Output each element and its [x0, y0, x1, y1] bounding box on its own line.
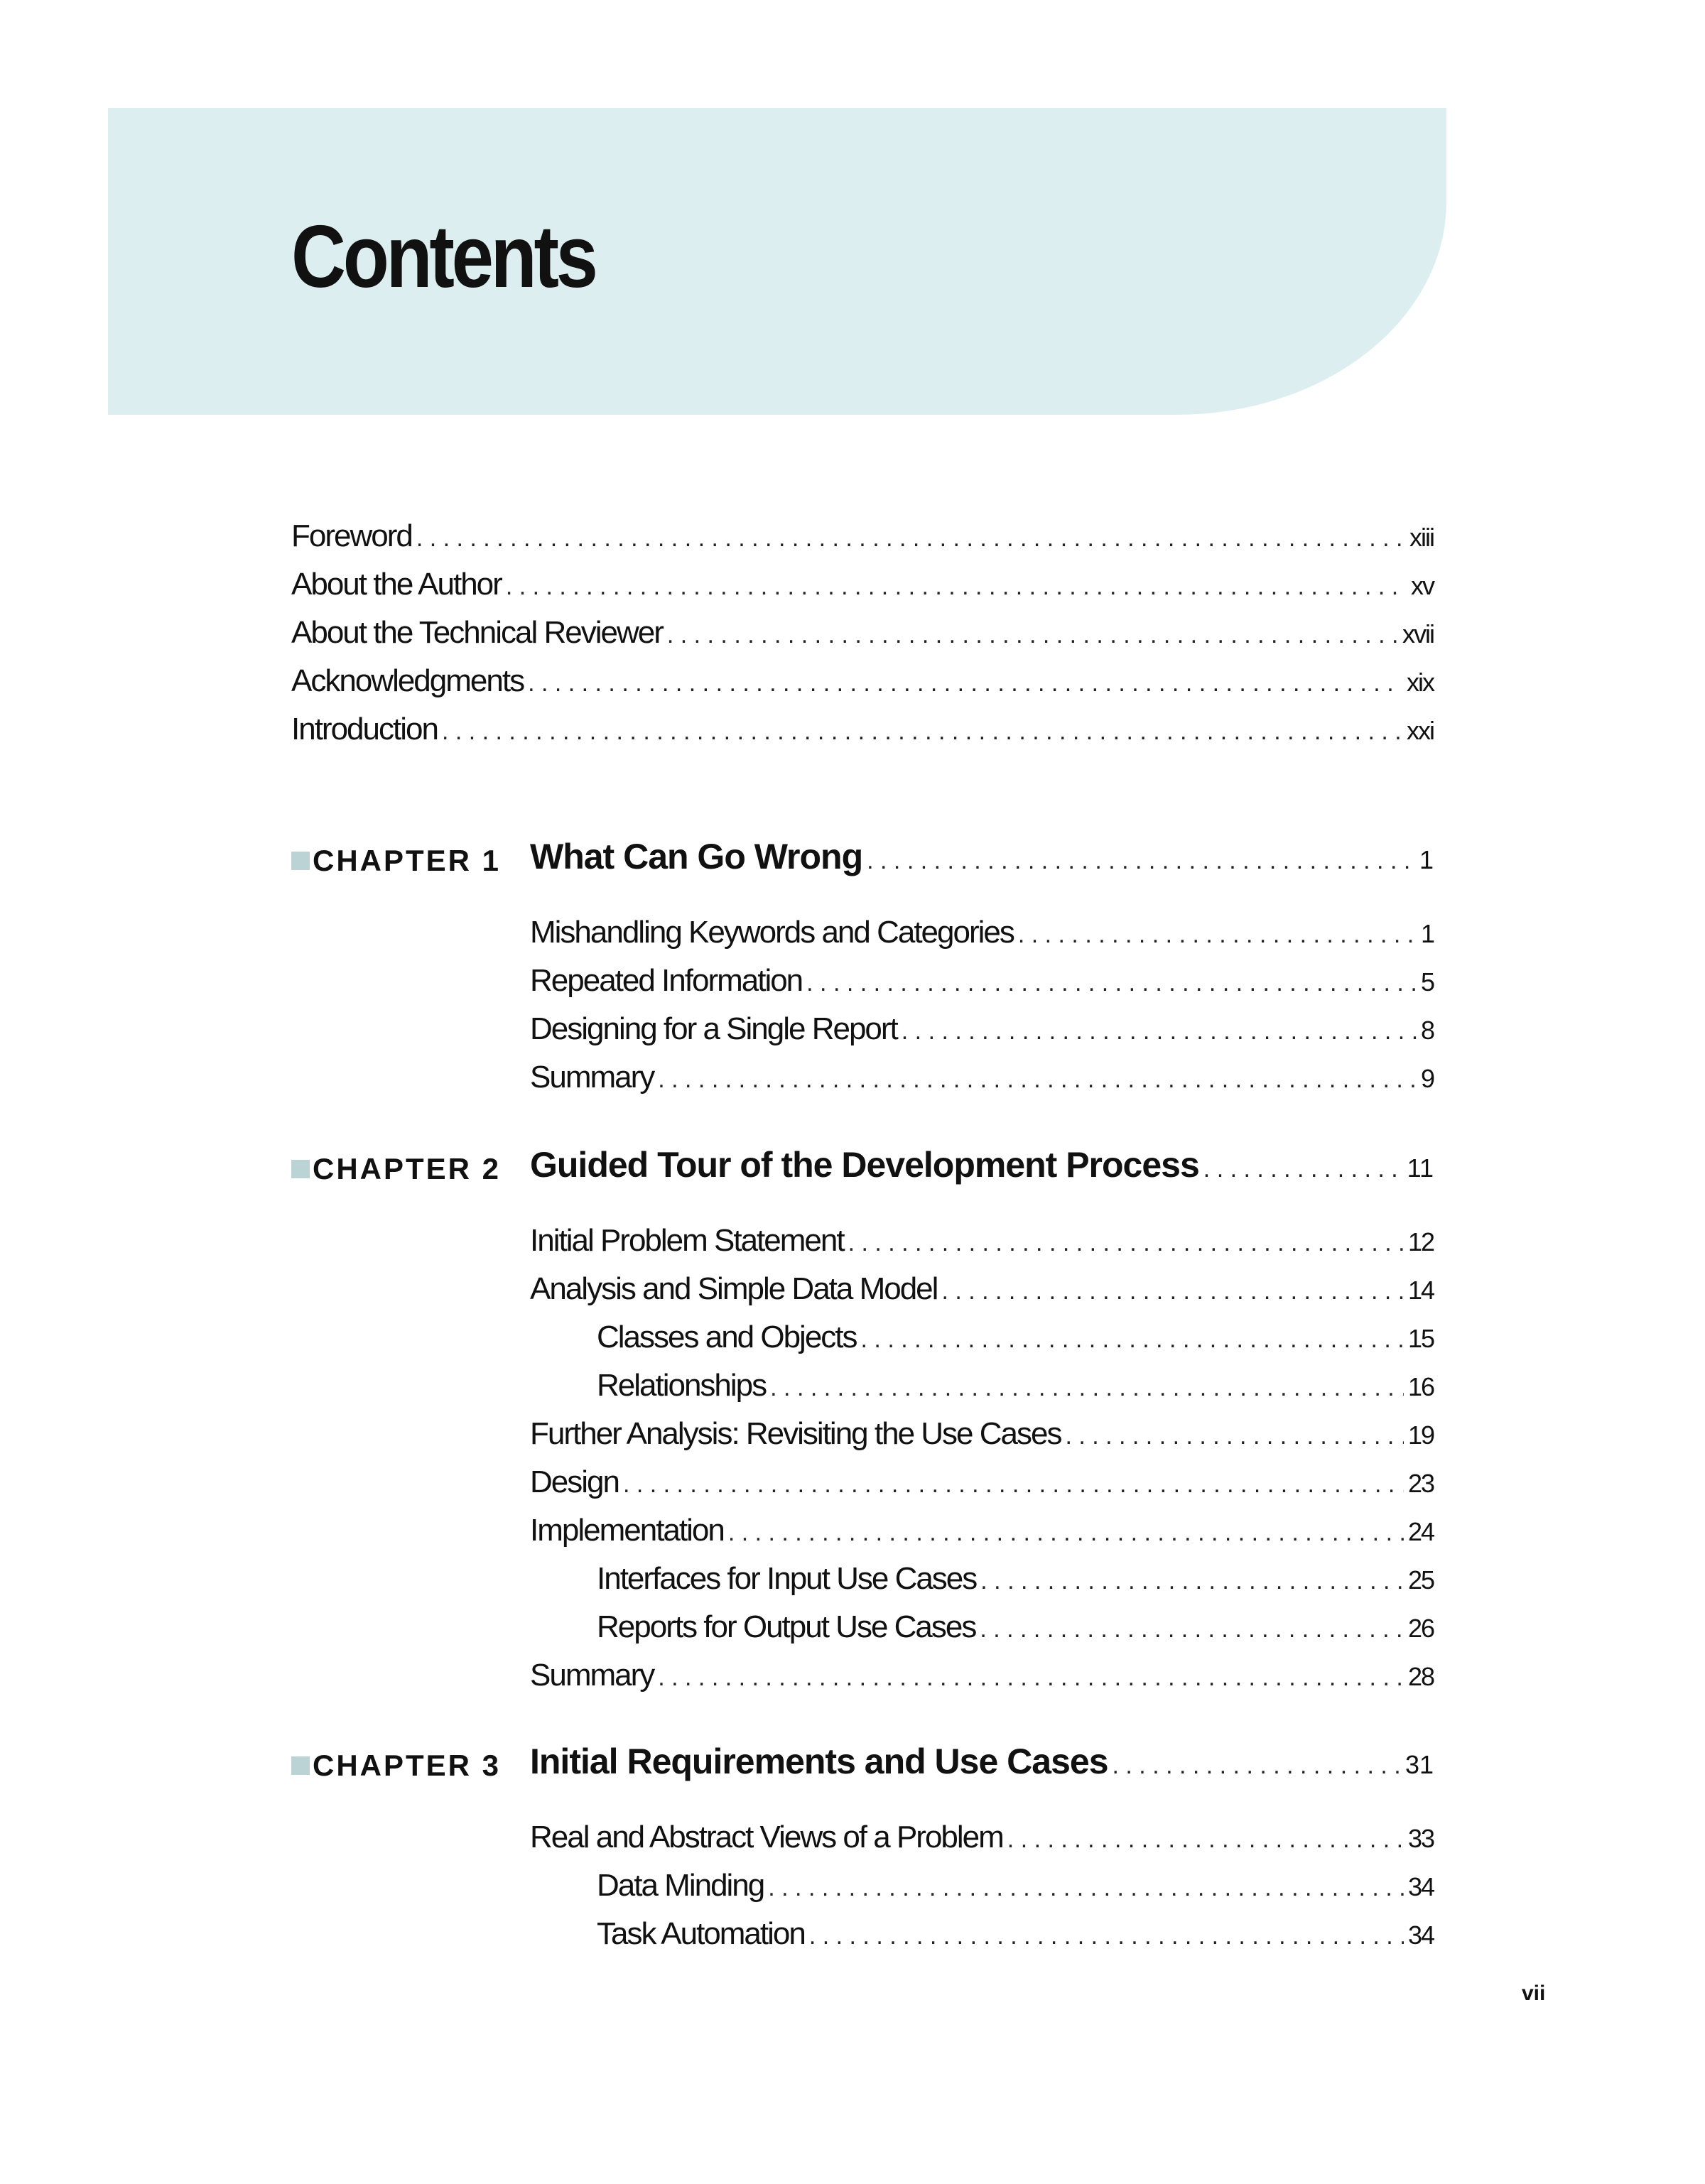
toc-entry-page: 1 [1419, 845, 1434, 874]
toc-entry[interactable] [530, 1011, 1434, 1048]
toc-entry-label: Foreword [291, 518, 412, 553]
toc-entry-label: Analysis and Simple Data Model [530, 1271, 938, 1306]
toc-entry-technical-reviewer[interactable] [291, 615, 1434, 651]
leader-dots [861, 1326, 1404, 1354]
toc-entry[interactable] [530, 1271, 1434, 1308]
toc-entry-page: 12 [1407, 1227, 1434, 1256]
leader-dots [658, 1664, 1404, 1692]
leader-dots [770, 1374, 1404, 1402]
toc-entry-page: 14 [1407, 1276, 1434, 1305]
toc-entry-label: Implementation [530, 1513, 724, 1548]
leader-dots [1007, 1826, 1404, 1854]
leader-dots [667, 621, 1398, 649]
toc-entry-page: 26 [1407, 1614, 1434, 1643]
leader-dots [902, 1018, 1417, 1045]
toc-subentry[interactable] [597, 1868, 1434, 1904]
leader-dots [980, 1568, 1404, 1595]
leader-dots [416, 525, 1405, 553]
chapter-number: CHAPTER 1 [313, 844, 502, 877]
toc-entry-page: 23 [1407, 1469, 1434, 1498]
leader-dots [1203, 1156, 1403, 1183]
toc-subentry[interactable] [597, 1916, 1434, 1952]
toc-subentry[interactable] [597, 1561, 1434, 1597]
toc-entry-label: Repeated Information [530, 963, 803, 998]
leader-dots [867, 847, 1415, 875]
toc-entry-page: 11 [1407, 1153, 1434, 1183]
leader-dots [809, 1923, 1404, 1950]
toc-entry-label: Reports for Output Use Cases [597, 1609, 976, 1644]
toc-entry-label: Initial Problem Statement [530, 1223, 844, 1258]
leader-dots [506, 573, 1407, 601]
toc-entry-label: Data Minding [597, 1868, 764, 1903]
toc-entry-label: Interfaces for Input Use Cases [597, 1561, 977, 1596]
toc-entry-page: 33 [1407, 1824, 1434, 1853]
toc-entry[interactable] [530, 963, 1434, 999]
toc-entry-label: Summary [530, 1060, 654, 1094]
toc-entry-label: Relationships [597, 1368, 767, 1403]
toc-entry[interactable] [530, 1060, 1434, 1096]
toc-entry-label: Real and Abstract Views of a Problem [530, 1820, 1003, 1854]
leader-dots [768, 1874, 1404, 1902]
toc-entry-about-author[interactable] [291, 567, 1434, 603]
toc-entry-page: 8 [1420, 1016, 1434, 1045]
toc-entry-page: xiii [1409, 523, 1434, 552]
leader-dots [658, 1066, 1417, 1094]
toc-entry-page: 24 [1407, 1517, 1434, 1546]
toc-chapter-1[interactable] [530, 837, 1434, 878]
toc-entry[interactable] [530, 1513, 1434, 1549]
toc-entry-page: xv [1411, 571, 1434, 600]
toc-entry-foreword[interactable] [291, 518, 1434, 555]
toc-entry-page: 16 [1407, 1372, 1434, 1401]
toc-entry-label: Design [530, 1465, 619, 1499]
toc-subentry[interactable] [597, 1368, 1434, 1404]
chapter-marker-icon [291, 852, 310, 870]
toc-entry-label: Summary [530, 1658, 654, 1693]
toc-entry[interactable] [530, 1465, 1434, 1501]
toc-entry-page: 1 [1420, 919, 1434, 948]
toc-entry-label: Task Automation [597, 1916, 805, 1951]
toc-entry-page: 34 [1407, 1920, 1434, 1950]
leader-dots [528, 670, 1402, 697]
toc-entry-page: 31 [1404, 1750, 1434, 1779]
chapter-number: CHAPTER 2 [313, 1152, 502, 1185]
toc-entry-introduction[interactable] [291, 712, 1434, 748]
toc-entry-acknowledgments[interactable] [291, 663, 1434, 700]
toc-entry-page: xix [1407, 668, 1434, 697]
toc-subentry[interactable] [597, 1320, 1434, 1356]
toc-entry-page: 28 [1407, 1662, 1434, 1691]
toc-entry-page: 19 [1407, 1420, 1434, 1450]
toc-entry-page: 9 [1420, 1064, 1434, 1093]
chapter-title: Guided Tour of the Development Process [530, 1145, 1199, 1185]
chapter-marker-icon [291, 1756, 310, 1775]
chapter-title: What Can Go Wrong [530, 837, 863, 876]
toc-entry[interactable] [530, 1820, 1434, 1856]
leader-dots [623, 1471, 1404, 1499]
chapter-number: CHAPTER 3 [313, 1749, 502, 1782]
toc-entry-label: Acknowledgments [291, 663, 524, 698]
leader-dots [1065, 1423, 1404, 1450]
toc-entry-page: 5 [1420, 967, 1434, 996]
toc-entry[interactable] [530, 1658, 1434, 1694]
toc-chapter-2[interactable] [530, 1145, 1434, 1186]
chapter-title: Initial Requirements and Use Cases [530, 1742, 1108, 1781]
toc-entry-label: Introduction [291, 712, 438, 746]
leader-dots [941, 1278, 1404, 1305]
toc-entry-page: 15 [1407, 1324, 1434, 1353]
toc-entry-label: About the Technical Reviewer [291, 615, 663, 650]
toc-entry-page: xvii [1402, 619, 1434, 648]
toc-entry-label: Designing for a Single Report [530, 1011, 897, 1046]
toc-entry-label: Further Analysis: Revisiting the Use Cases [530, 1416, 1061, 1451]
page-number: vii [1522, 1982, 1546, 2005]
leader-dots [848, 1229, 1404, 1257]
leader-dots [806, 969, 1417, 997]
toc-entry-label: Mishandling Keywords and Categories [530, 915, 1014, 950]
leader-dots [1113, 1752, 1401, 1780]
toc-entry-label: Classes and Objects [597, 1320, 857, 1354]
toc-entry-page: 34 [1407, 1872, 1434, 1901]
toc-entry-page: xxi [1407, 716, 1434, 745]
toc-subentry[interactable] [597, 1609, 1434, 1646]
toc-entry[interactable] [530, 915, 1434, 951]
toc-entry[interactable] [530, 1223, 1434, 1259]
chapter-label [291, 1749, 501, 1783]
chapter-label [291, 1152, 501, 1186]
toc-entry[interactable] [530, 1416, 1434, 1452]
chapter-marker-icon [291, 1160, 310, 1178]
leader-dots [980, 1616, 1404, 1644]
leader-dots [728, 1519, 1404, 1547]
toc-entry-label: About the Author [291, 567, 502, 602]
page-title: Contents [291, 208, 595, 306]
toc-chapter-3[interactable] [530, 1742, 1434, 1783]
leader-dots [1018, 921, 1417, 949]
leader-dots [442, 718, 1402, 746]
chapter-label [291, 844, 501, 878]
toc-entry-page: 25 [1407, 1565, 1434, 1594]
